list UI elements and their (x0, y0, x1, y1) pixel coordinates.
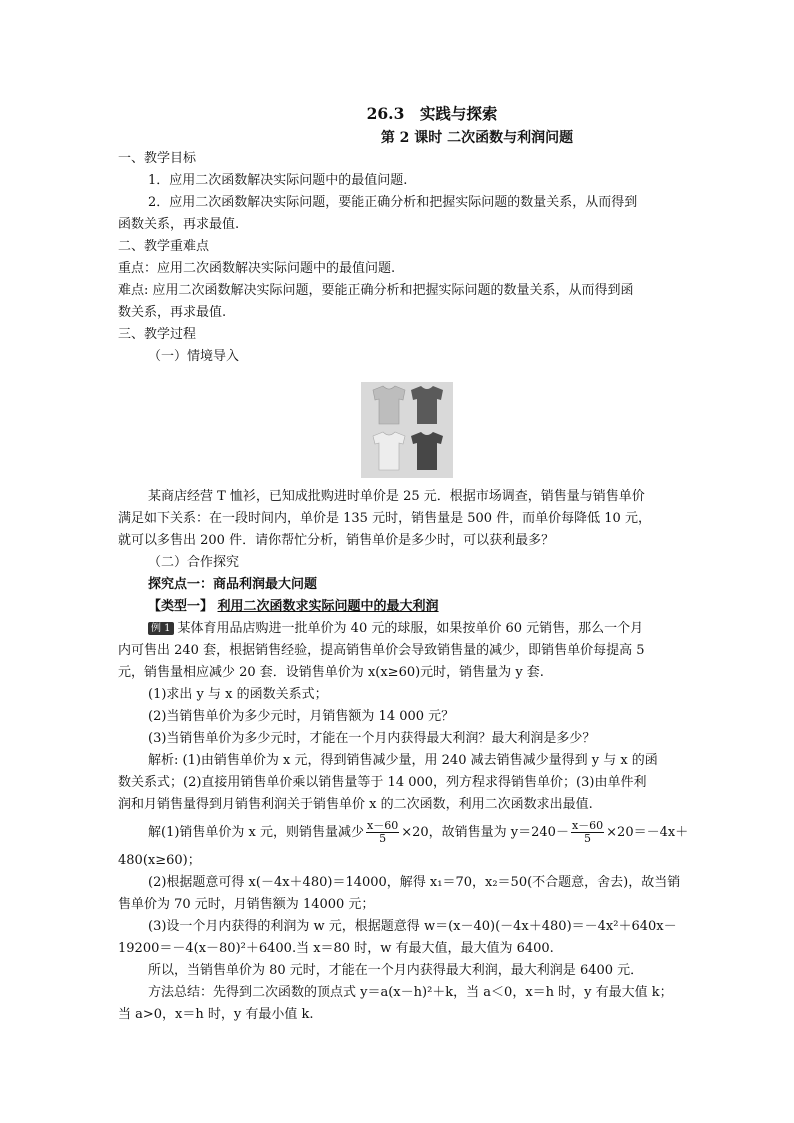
analysis-line-2: 数关系式；(2)直接用销售单价乘以销售量等于 14 000，列方程求得销售单价；(3)由单件利 (118, 775, 647, 790)
part-intro-heading: （一）情境导入 (148, 349, 240, 364)
summary-line-1: 方法总结：先得到二次函数的顶点式 y＝a(x－h)²＋k，当 a＜0，x＝h 时，y 有最大值 k； (148, 985, 673, 1000)
intro-line-2: 满足如下关系：在一段时间内，单价是 135 元时，销售量是 500 件，而单价每降低 10 元， (118, 511, 651, 526)
intro-line-1: 某商店经营 T 恤衫，已知成批购进时单价是 25 元．根据市场调查，销售量与销售单价 (148, 489, 645, 504)
example-line-1 (118, 618, 686, 640)
conclusion: 所以，当销售单价为 80 元时，才能在一个月内获得最大利润，最大利润是 6400 元． (148, 963, 644, 978)
type-heading (118, 596, 686, 618)
lesson-title: 26.3 实践与探索 (366, 104, 498, 123)
fraction-1-num: x－60 (367, 819, 399, 832)
goal-2: 2．应用二次函数解决实际问题，要能正确分析和把握实际问题的数量关系，从而得到 (148, 195, 638, 210)
type-label: 【类型一】 (148, 599, 214, 614)
tshirt-image (361, 382, 453, 478)
question-3: (3)当销售单价为多少元时，才能在一个月内获得最大利润？最大利润是多少？ (148, 731, 596, 746)
fraction-1-den: 5 (379, 832, 387, 845)
intro-line-3: 就可以多售出 200 件．请你帮忙分析，销售单价是多少时，可以获利最多？ (118, 533, 555, 548)
solution-1-d: 480(x≥60)； (118, 853, 201, 868)
section-heading-goals: 一、教学目标 (118, 151, 197, 166)
example-line-2: 内可售出 240 套，根据销售经验，提高销售单价会导致销售量的减少，即销售单价每提高 5 (118, 643, 645, 658)
key-point: 重点：应用二次函数解决实际问题中的最值问题. (118, 261, 396, 276)
fraction-2-den: 5 (584, 832, 592, 845)
fraction-2-num: x－60 (571, 819, 604, 832)
goal-1: 1．应用二次函数解决实际问题中的最值问题. (148, 173, 408, 188)
fraction-1 (366, 820, 399, 845)
goal-2-cont: 函数关系，再求最值. (118, 217, 240, 232)
solution-3-line-2: 19200＝－4(x－80)²＋6400.当 x＝80 时，w 有最大值，最大值为 6400. (118, 941, 554, 956)
analysis-line-3: 润和月销售量得到月销售利润关于销售单价 x 的二次函数，利用二次函数求出最值. (118, 797, 593, 812)
example-text-1: 某体育用品店购进一批单价为 40 元的球服，如果按单价 60 元销售，那么一个月 (177, 621, 644, 636)
summary-line-2: 当 a>0，x＝h 时，y 有最小值 k. (118, 1007, 314, 1022)
question-2: (2)当销售单价为多少元时，月销售额为 14 000 元？ (148, 709, 455, 724)
example-tag: 例 1 (148, 622, 174, 635)
solution-1-line (118, 816, 689, 850)
solution-2-line-1: (2)根据题意可得 x(－4x＋480)＝14000，解得 x₁＝70，x₂＝50(不合题意，舍去)，故当销 (148, 875, 681, 890)
solution-2-line-2: 售单价为 70 元时，月销售额为 14000 元； (118, 897, 375, 912)
section-heading-process: 三、教学过程 (118, 327, 197, 342)
document-page (118, 100, 689, 1026)
difficult-point: 难点: 应用二次函数解决实际问题，要能正确分析和把握实际问题的数量关系，从而得到函 (118, 283, 634, 298)
solution-1-c: ×20＝－4x＋ (606, 825, 689, 840)
analysis-line-1: 解析: (1)由销售单价为 x 元，得到销售减少量，用 240 减去销售减少量得到 y 与 x 的函 (148, 753, 658, 768)
explore-point: 探究点一：商品利润最大问题 (148, 577, 318, 592)
part-cooperate-heading: （二）合作探究 (148, 555, 240, 570)
example-line-3: 元，销售量相应减少 20 套．设销售单价为 x(x≥60)元时，销售量为 y 套. (118, 665, 544, 680)
difficult-point-cont: 数关系，再求最值. (118, 305, 227, 320)
lesson-subtitle: 第 2 课时 二次函数与利润问题 (380, 130, 574, 146)
solution-1-b: ×20，故销售量为 y＝240－ (401, 825, 569, 840)
solution-1-a: 解(1)销售单价为 x 元，则销售量减少 (148, 825, 365, 840)
type-title: 利用二次函数求实际问题中的最大利润 (217, 599, 439, 614)
section-heading-keys: 二、教学重难点 (118, 239, 210, 254)
question-1: (1)求出 y 与 x 的函数关系式； (148, 687, 328, 702)
solution-3-line-1: (3)设一个月内获得的利润为 w 元，根据题意得 w＝(x－40)(－4x＋480)＝－4x²＋640x－ (148, 919, 677, 934)
fraction-2 (571, 820, 604, 845)
